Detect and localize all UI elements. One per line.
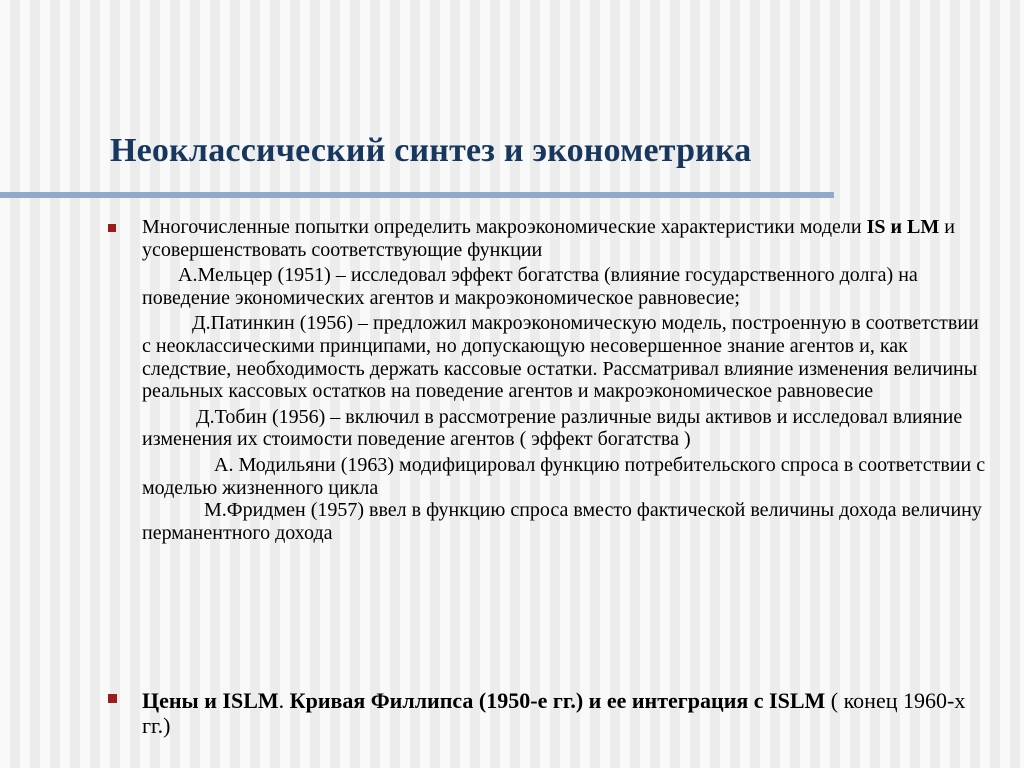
paragraph-tobin: Д.Тобин (1956) – включил в рассмотрение различные виды активов и исследовал влияние изменения их стоимости поведение агентов ( эффект богатства ) <box>142 405 963 451</box>
bullet-2-bold-b: Кривая Филлипса (1950-е гг.) и ее интеграция с ISLM <box>289 688 826 713</box>
paragraph-patinkin: Д.Патинкин (1956) – предложил макроэкономическую модель, построенную в соответствии с неоклассическими принципами, но допускающую несовершенное знание агентов и, как следствие, необходимость держать кассовые остатки. Рассматривал влияние изменения величины реальных кассовых остатков на поведение агентов и макроэкономическое равновесие <box>142 312 979 403</box>
bullet-2-tail: ( конец 1960-х гг.) <box>142 688 966 738</box>
bullet-square-icon <box>108 224 116 232</box>
slide-title: Неоклассический синтез и эконометрика <box>110 132 752 169</box>
bullet-1-text-b: и усовершенствовать соответствующие функции <box>142 216 955 261</box>
slide-body <box>142 216 992 544</box>
paragraph-modigliani: А. Модильяни (1963) модифицировал функцию потребительского спроса в соответствии с моделью жизненного цикла <box>142 453 986 499</box>
bullet-square-icon-2 <box>108 694 117 703</box>
bullet-text-1 <box>142 216 992 261</box>
bullet-1-bold: IS и LM <box>866 216 940 238</box>
paragraph-meltzer: А.Мельцер (1951) – исследовал эффект богатства (влияние государственного долга) на поведение экономических агентов и макроэкономическое равновесие; <box>142 264 918 309</box>
bullet-text-2 <box>142 688 992 738</box>
bullet-2-dot: . <box>278 688 290 713</box>
bullet-1-text-a: Многочисленные попытки определить макроэкономические характеристики модели <box>142 216 867 238</box>
title-underline <box>0 192 834 198</box>
paragraph-friedman: М.Фридмен (1957) ввел в функцию спроса вместо фактической величины дохода величину перманентного дохода <box>142 499 982 544</box>
bullet-2-bold-a: Цены и ISLM <box>142 688 279 713</box>
